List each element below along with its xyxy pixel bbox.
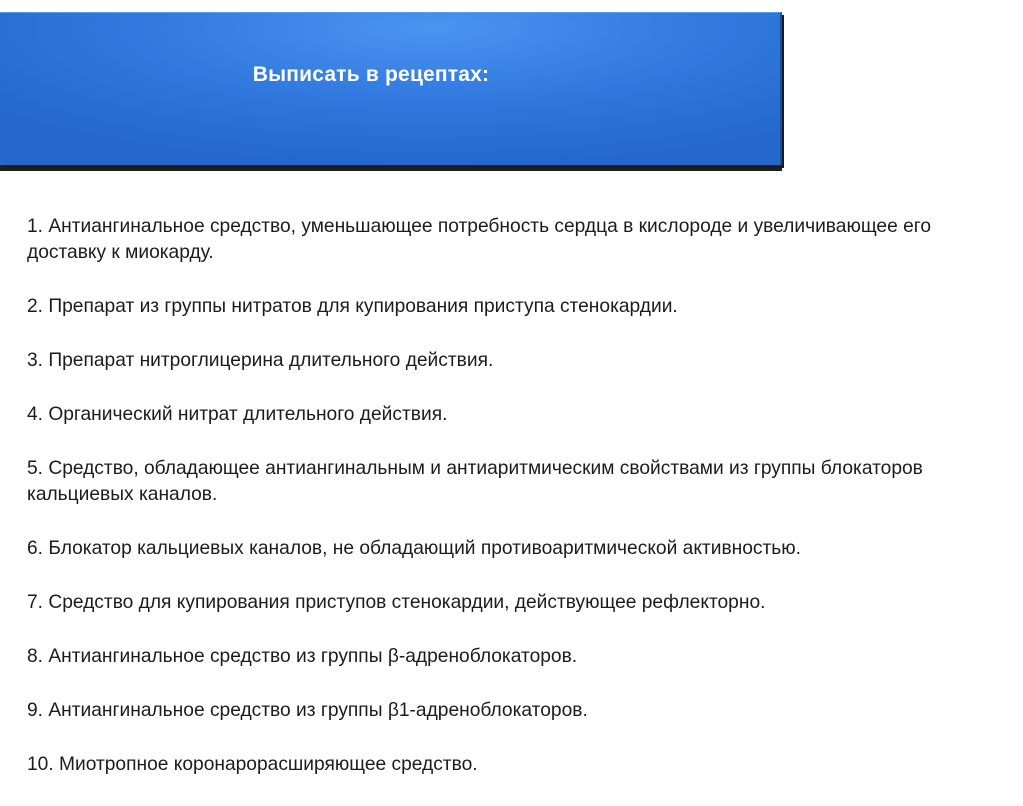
slide-title: Выписать в рецептах: [252, 63, 490, 86]
list-item: 7. Средство для купирования приступов стенокардии, действующее рефлекторно. [27, 592, 766, 613]
list-item: 5. Средство, обладающее антиангинальным и антиаритмическим свойствами из группы блокаторов кальциевых каналов. [27, 458, 923, 505]
list-item: 4. Органический нитрат длительного действия. [27, 404, 448, 425]
title-banner [0, 12, 782, 165]
list-item: 2. Препарат из группы нитратов для купирования приступа стенокардии. [27, 296, 678, 317]
list-item: 10. Миотропное коронарорасширяющее средство. [27, 754, 478, 775]
list-item: 6. Блокатор кальциевых каналов, не обладающий противоаритмической активностью. [27, 538, 802, 559]
list-item: 8. Антиангинальное средство из группы β-адреноблокаторов. [27, 646, 578, 667]
title-divider [0, 167, 782, 171]
list-item: 1. Антиангинальное средство, уменьшающее потребность сердца в кислороде и увеличивающее его доставку к миокарду. [27, 216, 932, 263]
list-item: 9. Антиангинальное средство из группы β1-адреноблокаторов. [27, 700, 588, 721]
prescription-list [27, 214, 987, 806]
list-item: 3. Препарат нитроглицерина длительного действия. [27, 350, 494, 371]
